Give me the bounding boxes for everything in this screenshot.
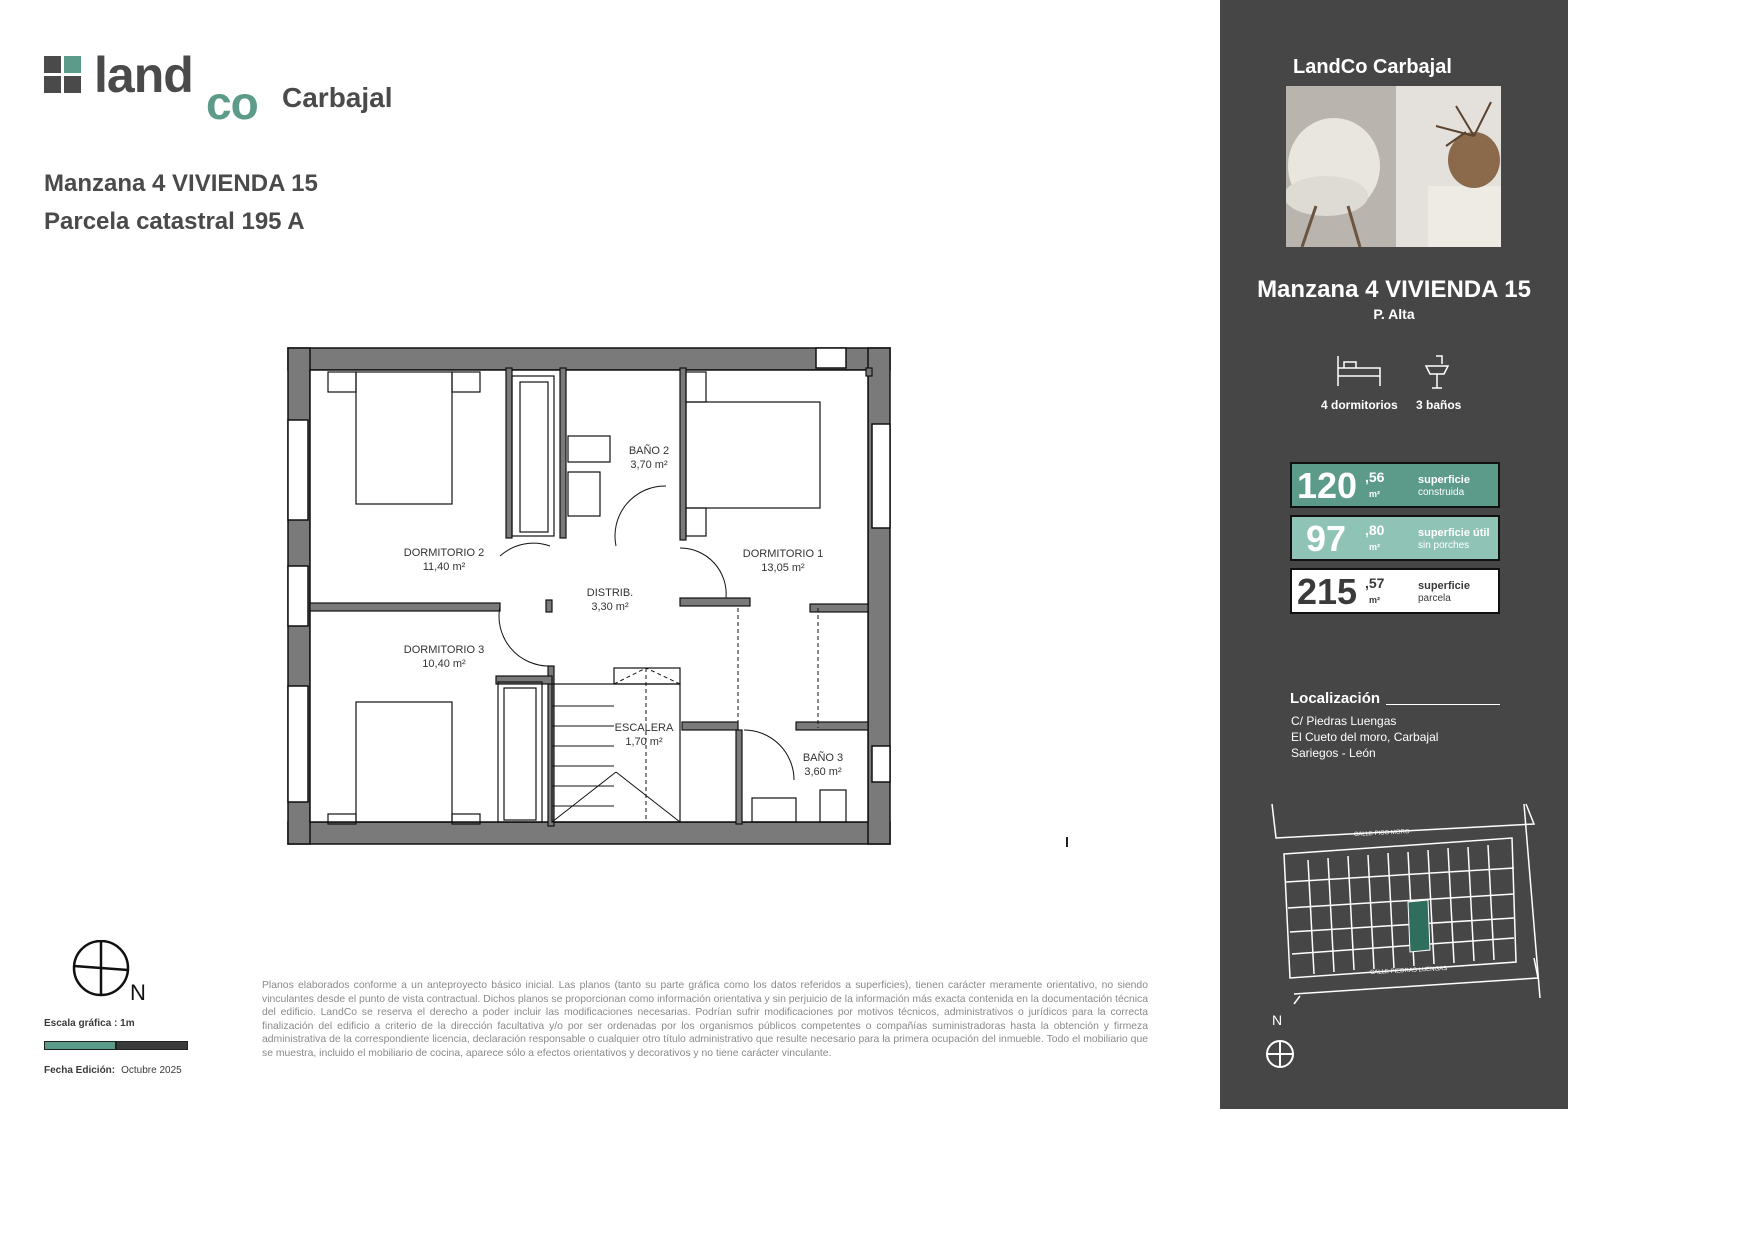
sidebar-floor: P. Alta — [1373, 306, 1415, 322]
sidebar-title: LandCo Carbajal — [1293, 56, 1452, 78]
area-dec: ,56 — [1365, 469, 1385, 485]
area-desc2: construida — [1418, 487, 1465, 498]
location-divider — [1386, 704, 1500, 705]
room-bano-2-area: 3,70 m² — [630, 459, 668, 471]
area-dec: ,57 — [1365, 575, 1385, 591]
area-unit: m² — [1369, 489, 1380, 499]
room-escalera-area: 1,70 m² — [625, 736, 663, 748]
compass-label: N — [130, 980, 146, 1004]
location-city: Sariegos - León — [1291, 746, 1376, 760]
room-dormitorio-3-area: 10,40 m² — [422, 658, 466, 670]
area-int: 120 — [1297, 465, 1358, 506]
bed-icon — [1336, 354, 1382, 388]
room-dormitorio-1-area: 13,05 m² — [761, 562, 805, 574]
landco-logo — [44, 47, 404, 130]
room-bano-3-name: BAÑO 3 — [802, 752, 844, 764]
edition-label: Fecha Edición: — [44, 1065, 116, 1076]
sidebar-unit: Manzana 4 VIVIENDA 15 — [1257, 276, 1531, 303]
area-desc1: superficie — [1418, 474, 1470, 486]
room-escalera-name: ESCALERA — [614, 722, 674, 734]
area-card-parcela — [1290, 568, 1500, 614]
logo-city: Carbajal — [282, 82, 393, 113]
scale-bar — [44, 1041, 188, 1050]
location-title: Localización — [1290, 690, 1381, 707]
map-street-bottom: CALLE PIEDRAS LUENGAS — [1369, 965, 1448, 976]
baths-label: 3 baños — [1416, 398, 1462, 412]
area-desc2: sin porches — [1418, 540, 1470, 551]
logo-word: land — [94, 47, 193, 103]
plan-marker — [1066, 837, 1068, 847]
scale-label: Escala gráfica : 1m — [44, 1018, 135, 1029]
map-street-top: CALLE PICO MORO — [1353, 829, 1410, 838]
logo-co: co — [206, 77, 258, 129]
north-compass-icon — [70, 940, 160, 1004]
disclaimer: Planos elaborados conforme a un anteproyecto básico inicial. Las planos (tanto su parte gráfica como los datos referidos a superficies), tienen carácter meramente orientativo, no siendo vinculantes desde el punto de vista contractual. Dichos planos se proporcionan como información orientativa y sin perjuicio de la información más exacta contenida en la documentación técnica del edificio. LandCo se reserva el derecho a poder incluir las modificaciones necesarias. Podrían sufrir modificaciones por motivos técnicos, administrativos o jurídicos para la correcta finalización del edificio a criterio de la dirección facultativa y/o por ser ordenadas por los organismos públicos competentes o compañías suministradoras hasta la obtención y firmeza administrativa de la correspondiente licencia, declaración responsable o cualquier otro título administrativo que resulte necesario para la primera ocupación del inmueble. Todo el mobiliario que se muestra, incluido el mobiliario de cocina, aparece sólo a efectos orientativos y decorativos y no tiene carácter vinculante. — [262, 980, 1149, 1059]
page-subtitle: Parcela catastral 195 A — [44, 208, 305, 235]
room-dormitorio-2-area: 11,40 m² — [422, 561, 466, 573]
edition-value: Octubre 2025 — [121, 1065, 182, 1076]
edition-date — [44, 1065, 182, 1076]
area-unit: m² — [1369, 542, 1380, 552]
sink-icon — [1424, 354, 1450, 390]
room-distrib-area: 3,30 m² — [591, 601, 629, 613]
area-card-util — [1290, 515, 1500, 561]
area-unit: m² — [1369, 595, 1380, 605]
area-int: 215 — [1297, 571, 1358, 612]
location-map — [1264, 798, 1554, 1008]
logo-mark-icon — [44, 56, 82, 94]
area-desc2: parcela — [1418, 593, 1451, 604]
room-dormitorio-1-name: DORMITORIO 1 — [742, 548, 824, 560]
room-dormitorio-2-name: DORMITORIO 2 — [403, 547, 485, 559]
area-card-construida — [1290, 462, 1500, 508]
floor-plan — [286, 346, 892, 846]
sidebar — [1220, 0, 1568, 1109]
interior-photo — [1286, 86, 1501, 247]
map-north-label: N — [1272, 1012, 1283, 1028]
location-street: C/ Piedras Luengas — [1291, 714, 1397, 728]
bedrooms-label: 4 dormitorios — [1321, 398, 1398, 412]
area-int: 97 — [1306, 518, 1347, 559]
area-desc1: superficie útil — [1418, 527, 1490, 539]
location-area: El Cueto del moro, Carbajal — [1291, 730, 1439, 744]
room-distrib-name: DISTRIB. — [586, 587, 634, 599]
page-title: Manzana 4 VIVIENDA 15 — [44, 170, 318, 197]
map-compass-icon — [1265, 1039, 1295, 1069]
area-desc1: superficie — [1418, 580, 1470, 592]
room-bano-3-area: 3,60 m² — [804, 766, 842, 778]
room-dormitorio-3-name: DORMITORIO 3 — [403, 644, 485, 656]
area-dec: ,80 — [1365, 522, 1385, 538]
room-bano-2-name: BAÑO 2 — [628, 445, 670, 457]
